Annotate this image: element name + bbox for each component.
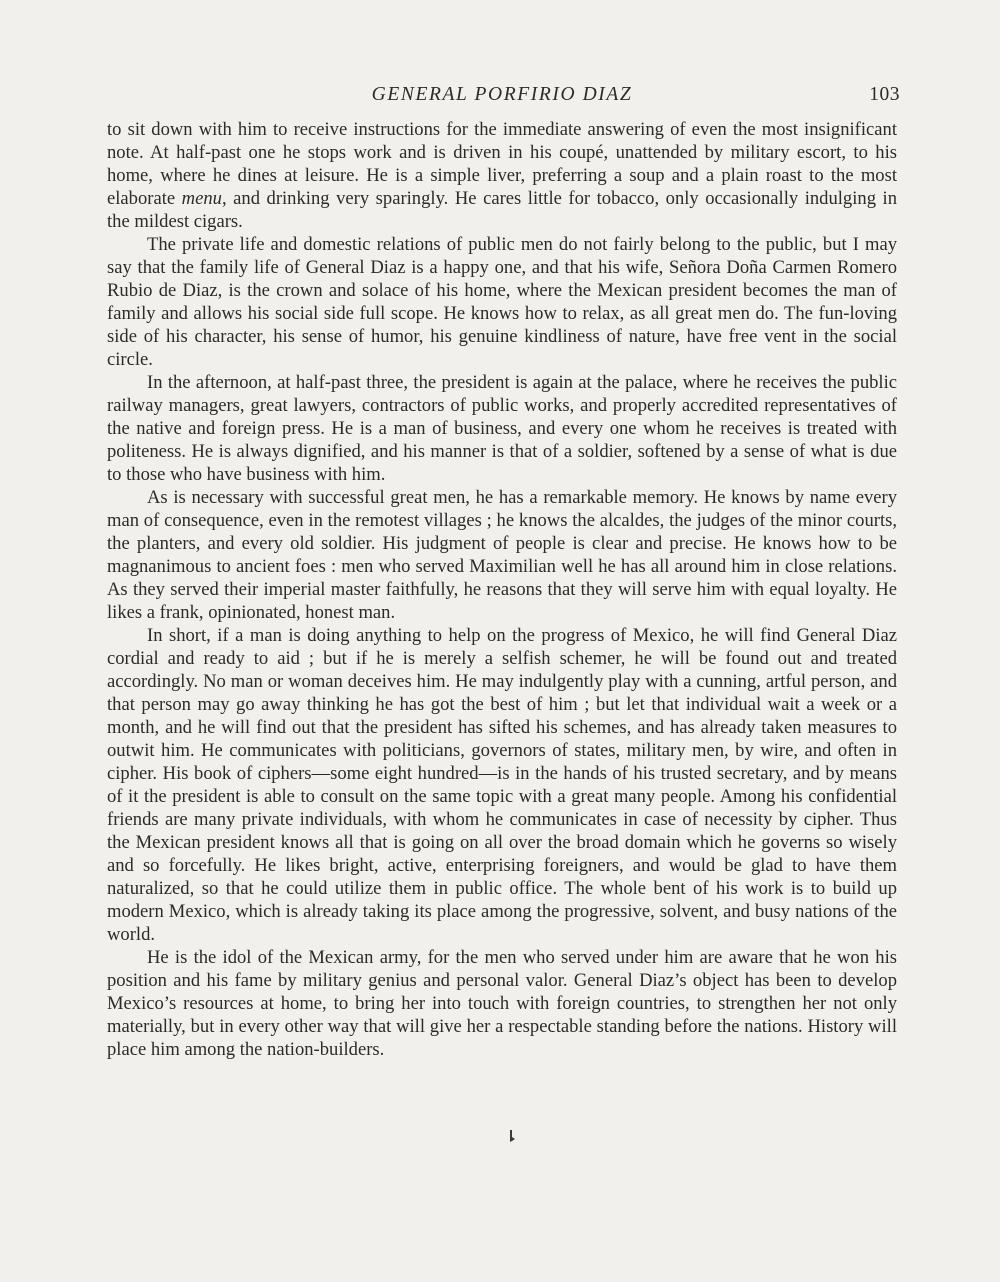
paragraph-5: In short, if a man is doing anything to help on the progress of Mexico, he will find General Diaz cordial and ready to aid ; but if he is merely a selfish schemer, he will be found out and treated accordingly. No man or woman deceives him. He may indulgently play with a cunning, artful person, and that person may go away thinking he has got the best of him ; but let that individual wait a week or a month, and he will find out that the president has sifted his schemes, and has already taken measures to outwit him. He communicates with politicians, governors of states, military men, by wire, and often in cipher. His book of ciphers—some eight hundred—is in the hands of his trusted secretary, and by means of it the president is able to consult on the same topic with a great many people. Among his confidential friends are many private individuals, with whom he communicates in case of necessity by cipher. Thus the Mexican president knows all that is going on all over the broad domain which he governs so wisely and so forcefully. He likes bright, active, enterprising foreigners, and would be glad to have them naturalized, so that he could utilize them in public office. The whole bent of his work is to build up modern Mexico, which is already taking its place among the progressive, solvent, and busy nations of the world. [107, 625, 897, 945]
paragraph-4: As is necessary with successful great men, he has a remarkable memory. He knows by name every man of consequence, even in the remotest villages ; he knows the alcaldes, the judges of the minor courts, the planters, and every old soldier. His judgment of people is clear and precise. He knows how to be magnanimous to ancient foes : men who served Maximilian well he has all around him in close relations. As they served their imperial master faithfully, he reasons that they will serve him with equal loyalty. He likes a frank, opinionated, honest man. [107, 487, 897, 623]
paragraph-1-text-before: to sit down with him to receive instructions for the immediate answering of even the most insignificant note. At half-past one he stops work and is driven in his coupé, unattended by military escort, to his home, where he dines at leisure. He is a simple liver, preferring a soup and a plain roast to the most elaborate [107, 119, 897, 209]
body-text [107, 118, 897, 1061]
end-ornament-icon [507, 1129, 517, 1148]
running-title: GENERAL PORFIRIO DIAZ [371, 84, 633, 105]
italic-word-menu: menu [181, 188, 222, 209]
running-head [107, 84, 900, 110]
paragraph-1-text-after: , and drinking very sparingly. He cares little for tobacco, only occasionally indulging in the mildest cigars. [107, 188, 897, 232]
paragraph-1 [107, 118, 897, 233]
paragraph-6: He is the idol of the Mexican army, for the men who served under him are aware that he won his position and his fame by military genius and personal valor. General Diaz’s object has been to develop Mexico’s resources at home, to bring her into touch with foreign countries, to strengthen her not only materially, but in every other way that will give her a respectable standing before the nations. History will place him among the nation-builders. [107, 947, 897, 1060]
paragraph-2: The private life and domestic relations of public men do not fairly belong to the public, but I may say that the family life of General Diaz is a happy one, and that his wife, Señora Doña Carmen Romero Rubio de Diaz, is the crown and solace of his home, where the Mexican president becomes the man of family and allows his social side full scope. He knows how to relax, as all great men do. The fun-loving side of his character, his sense of humor, his genuine kindliness of nature, have free vent in the social circle. [107, 234, 897, 370]
page-number: 103 [869, 84, 900, 105]
paragraph-3: In the afternoon, at half-past three, the president is again at the palace, where he receives the public railway managers, great lawyers, contractors of public works, and properly accredited representatives of the native and foreign press. He is a man of business, and every one whom he receives is treated with politeness. He is always dignified, and his manner is that of a soldier, softened by a sense of what is due to those who have business with him. [107, 372, 897, 485]
